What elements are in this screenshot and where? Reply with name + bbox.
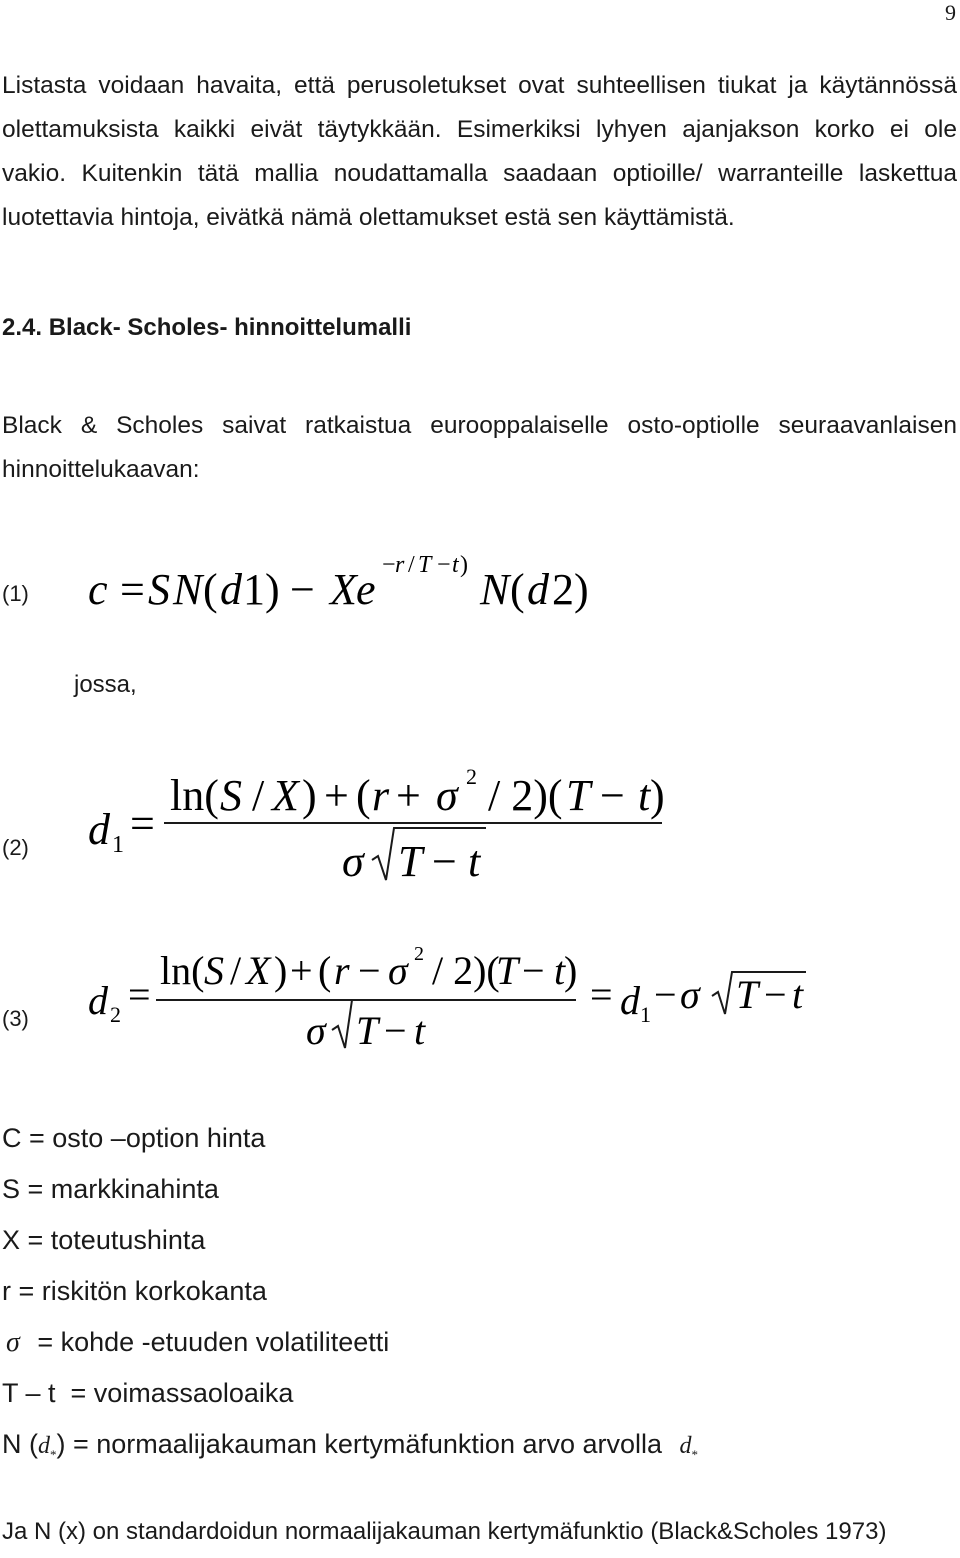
eq3-rhs-sigma: σ: [680, 972, 700, 1017]
eq3-squared: 2: [414, 943, 424, 965]
eq2-sigma: σ: [436, 771, 458, 820]
eq3-rhs-sub: 1: [640, 1002, 651, 1027]
footer-note: Ja N (x) on standardoidun normaalijakauman kertymäfunktio (Black&Scholes 1973): [2, 1518, 887, 1545]
definition-c: C = osto –option hinta: [2, 1123, 266, 1153]
eq3-equals2: =: [590, 972, 613, 1017]
equation-2: [0, 760, 700, 900]
eq3-T: T: [496, 948, 519, 993]
intro-line-3: vakio. Kuitenkin tätä mallia noudattamalla saadaan optioille/ warranteille laskettua: [2, 160, 957, 187]
eq3-X: X: [246, 948, 271, 993]
eq2-minus: −: [600, 771, 625, 820]
definition-x: X = toteutushinta: [2, 1225, 206, 1255]
eq3-rhs-minus2: −: [764, 972, 787, 1017]
eq3-rhs-T: T: [736, 972, 759, 1017]
description-line-2: hinnoittelukaavan:: [2, 456, 200, 483]
equation-3: [0, 940, 860, 1060]
definition-sigma: [2, 1319, 698, 1370]
eq2-S: S: [220, 771, 242, 820]
eq1-N2: N: [480, 565, 510, 614]
eq3-minus: −: [358, 948, 381, 993]
page-number: 9: [945, 0, 956, 25]
eq3-sub: 2: [110, 1002, 121, 1027]
eq2-plus2: +: [396, 771, 421, 820]
eq2-t: t: [638, 771, 651, 820]
eq1-exp-r: r: [395, 552, 405, 578]
eq3-plus: +: [290, 948, 313, 993]
description-line-1: Black & Scholes saivat ratkaistua eurooppalaiselle osto-optiolle seuraavanlaisen: [2, 412, 957, 439]
definition-s: S = markkinahinta: [2, 1174, 219, 1204]
eq2-sub: 1: [112, 832, 124, 858]
eq3-lparen: (: [318, 948, 332, 993]
n-definition-text: ) = normaalijakauman kertymäfunktion arvo arvolla: [56, 1429, 663, 1459]
eq3-t: t: [554, 948, 566, 993]
eq3-rhs-minus: −: [654, 972, 677, 1017]
eq1-exp-minus2: −: [437, 552, 451, 578]
eq1-d2: d: [527, 565, 549, 614]
eq2-slash: /: [252, 771, 265, 820]
eq3-d: d: [88, 978, 108, 1023]
eq3-den-T: T: [356, 1008, 379, 1053]
eq1-two: 2: [552, 565, 574, 614]
intro-line-1: Listasta voidaan havaita, että perusoletukset ovat suhteellisen tiukat ja käytännössä: [2, 72, 957, 99]
sigma-symbol: σ: [6, 1327, 20, 1358]
eq3-r: r: [334, 948, 350, 993]
eq2-plus: +: [324, 771, 349, 820]
equation-3-label: (3): [2, 1006, 29, 1031]
eq2-rparen2: ): [650, 771, 665, 820]
description-paragraph: [2, 404, 957, 492]
equation-1: [0, 540, 700, 630]
n-end-symbol: [679, 1433, 699, 1462]
eq3-minus2: −: [522, 948, 545, 993]
intro-line-4: luotettavia hintoja, eivätkä nämä olettamukset estä sen käyttämistä.: [2, 204, 735, 231]
eq1-one: 1: [243, 565, 265, 614]
n-symbol-d: d: [38, 1433, 50, 1459]
eq1-equals: =: [120, 565, 145, 614]
eq2-rparen: ): [302, 771, 317, 820]
eq2-d: d: [88, 805, 110, 854]
intro-line-2: olettamuksista kaikki eivät täytykkään. Esimerkiksi lyhyen ajanjakson korko ei ole: [2, 116, 957, 143]
definition-n: [2, 1421, 698, 1472]
definition-r: r = riskitön korkokanta: [2, 1276, 267, 1306]
eq2-den-minus: −: [432, 837, 457, 886]
n-end-symbol-sub: *: [691, 1446, 699, 1462]
n-symbol-sub: *: [50, 1446, 57, 1462]
eq3-sigma: σ: [388, 948, 408, 993]
eq3-S: S: [204, 948, 224, 993]
eq2-lparen: (: [356, 771, 371, 820]
eq2-squared: 2: [466, 764, 477, 789]
n-prefix: N (: [2, 1429, 38, 1459]
eq3-slash: /: [230, 948, 242, 993]
eq1-exp-minus: −: [382, 552, 396, 578]
eq2-den-sigma: σ: [342, 837, 364, 886]
eq1-exp-rparen: ): [460, 552, 468, 578]
eq3-div2: / 2)(: [432, 948, 500, 993]
eq1-minus: −: [290, 565, 315, 614]
eq3-den-t: t: [414, 1008, 426, 1053]
eq3-ln: ln(: [160, 948, 205, 993]
eq3-den-minus: −: [384, 1008, 407, 1053]
eq2-T: T: [566, 771, 591, 820]
eq2-den-t: t: [468, 837, 481, 886]
eq1-e: e: [356, 565, 376, 614]
eq2-X: X: [272, 771, 299, 820]
eq1-N: N: [173, 565, 203, 614]
eq3-rparen2: ): [564, 948, 578, 993]
eq3-rhs-d: d: [620, 978, 640, 1023]
section-heading: 2.4. Black- Scholes- hinnoittelumalli: [2, 314, 412, 341]
where-label: jossa,: [74, 671, 137, 698]
eq1-lparen2: (: [510, 565, 525, 614]
eq1-c: c: [88, 565, 108, 614]
eq2-div2: / 2)(: [488, 771, 563, 820]
eq3-equals: =: [128, 972, 151, 1017]
eq1-exp-T: T: [418, 552, 432, 578]
eq2-r: r: [372, 771, 390, 820]
eq1-rparen: ): [265, 565, 280, 614]
eq1-exp-slash: /: [408, 552, 415, 578]
n-symbol: [38, 1433, 57, 1462]
eq1-d: d: [220, 565, 242, 614]
eq3-den-sigma: σ: [306, 1008, 326, 1053]
equation-1-label: (1): [2, 581, 29, 606]
eq1-exp-t: t: [452, 552, 459, 578]
eq2-den-T: T: [398, 837, 423, 886]
definition-time: T – t = voimassaoloaika: [2, 1378, 294, 1408]
eq1-rparen2: ): [574, 565, 589, 614]
eq3-rhs-t: t: [792, 972, 804, 1017]
eq1-S: S: [148, 565, 170, 614]
eq3-rparen: ): [274, 948, 288, 993]
eq1-lparen: (: [203, 565, 218, 614]
eq1-X: X: [330, 565, 357, 614]
intro-paragraph: [2, 64, 957, 240]
eq2-equals: =: [130, 799, 155, 848]
eq2-ln: ln(: [170, 771, 219, 820]
n-end-symbol-d: d: [679, 1433, 692, 1459]
variable-definitions: [2, 1115, 698, 1472]
sigma-definition-text: = kohde -etuuden volatiliteetti: [29, 1327, 390, 1357]
equation-2-label: (2): [2, 835, 29, 860]
